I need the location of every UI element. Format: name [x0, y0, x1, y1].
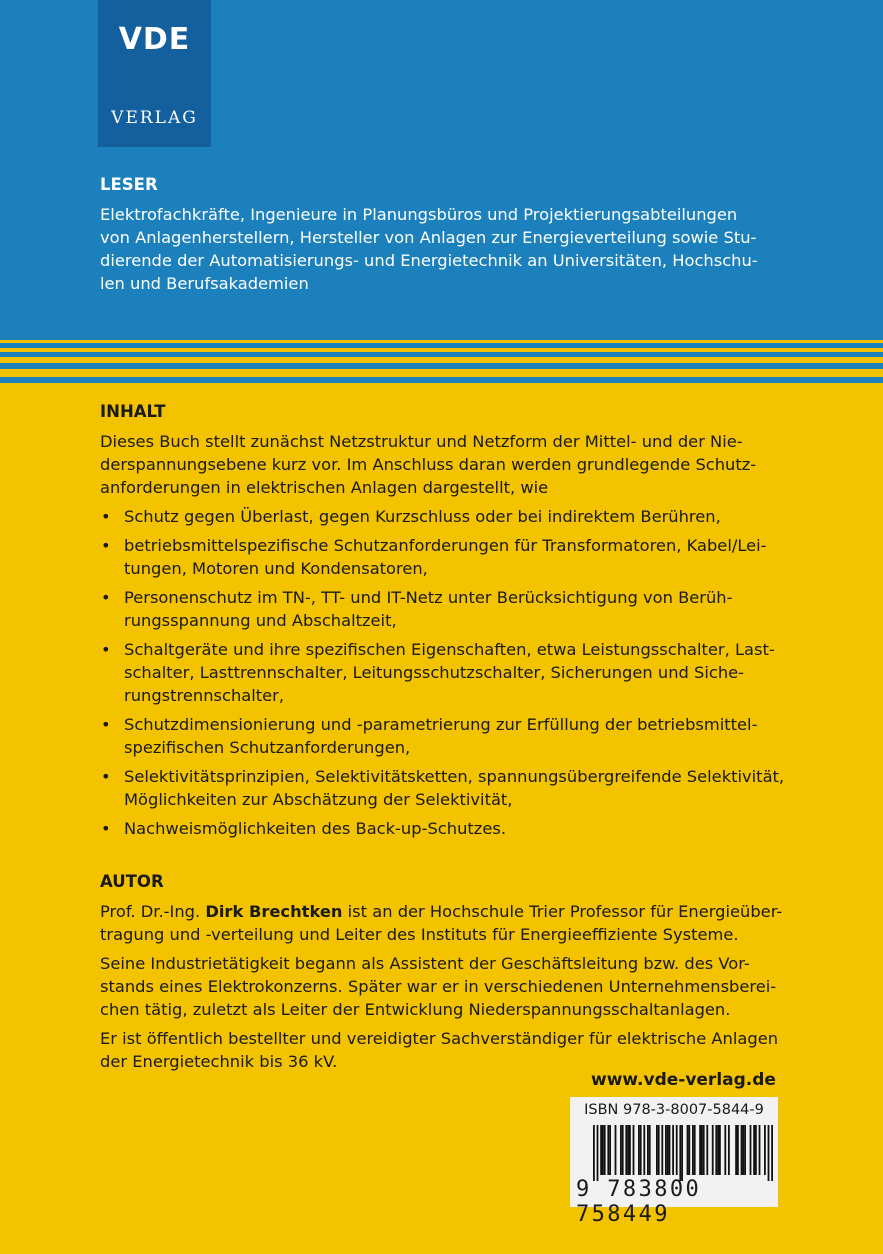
barcode-bar [681, 1125, 683, 1181]
barcode-bar [609, 1125, 611, 1175]
barcode-bar [706, 1125, 708, 1175]
publisher-url[interactable]: www.vde-verlag.de [591, 1070, 776, 1090]
barcode-bar [735, 1125, 737, 1175]
bullet-item [100, 765, 800, 811]
autor-title: Prof. Dr.-Ing. [100, 902, 206, 921]
barcode-bar [656, 1125, 658, 1175]
barcode-bar [604, 1125, 606, 1175]
inhalt-bullet-list [100, 505, 800, 840]
barcode-bar [602, 1125, 604, 1175]
autor-text: tragung und -verteilung und Leiter des Instituts für Energieeffiziente Systeme. [100, 925, 739, 944]
text-line: schalter, Lasttrennschalter, Leitungsschutzschalter, Sicherungen und Siche- [124, 663, 745, 682]
section-autor [100, 870, 800, 1079]
barcode-bar [600, 1125, 602, 1175]
barcode-bar [771, 1125, 773, 1181]
text-line: Er ist öffentlich bestellter und vereidigter Sachverständiger für elektrische Anlagen [100, 1029, 779, 1048]
barcode-bar [744, 1125, 746, 1175]
barcode-bar [768, 1125, 770, 1181]
barcode-bar [728, 1125, 730, 1175]
autor-paragraph-1 [100, 900, 800, 946]
barcode-bar [593, 1125, 595, 1181]
text-line: Elektrofachkräfte, Ingenieure in Planungsbüros und Projektierungsabteilungen [100, 205, 738, 224]
leser-text [100, 203, 800, 295]
barcode-bars [593, 1125, 773, 1181]
barcode-bar [625, 1125, 627, 1175]
inhalt-intro [100, 430, 800, 499]
barcode-digits: 9 783800 758449 [576, 1177, 702, 1227]
text-line: Schutz gegen Überlast, gegen Kurzschluss oder bei indirektem Berühren, [124, 507, 721, 526]
barcode-bar [615, 1125, 617, 1175]
bullet-item [100, 534, 800, 580]
barcode-bar [672, 1125, 674, 1175]
logo-brand: VDE [118, 22, 191, 57]
barcode-bar [715, 1125, 717, 1175]
autor-name: Dirk Brechtken [205, 902, 343, 921]
bullet-icon: • [101, 507, 111, 526]
section-leser [100, 173, 800, 295]
barcode-bar [647, 1125, 649, 1175]
text-line: rungstrennschalter, [124, 686, 285, 705]
barcode-bar [719, 1125, 721, 1175]
autor-text: ist an der Hochschule Trier Professor für Energieüber- [342, 902, 783, 921]
barcode-bar [622, 1125, 624, 1175]
barcode-bar [661, 1125, 663, 1175]
text-line: betriebsmittelspezifische Schutzanforderungen für Transformatoren, Kabel/Lei- [124, 536, 767, 555]
barcode-bar [607, 1125, 609, 1175]
bullet-item [100, 638, 800, 707]
barcode-bar [717, 1125, 719, 1175]
stripe [0, 369, 883, 377]
isbn-barcode [570, 1097, 778, 1227]
text-line: len und Berufsakademien [100, 274, 309, 293]
text-line: Selektivitätsprinzipien, Selektivitätsketten, spannungsübergreifende Selektivität, [124, 767, 785, 786]
barcode-bar [764, 1125, 766, 1175]
barcode-bar [741, 1125, 743, 1175]
barcode-bar [658, 1125, 660, 1175]
bullet-icon: • [101, 640, 111, 659]
barcode-bar [620, 1125, 622, 1175]
barcode-bar [687, 1125, 689, 1175]
barcode-bar [629, 1125, 631, 1175]
barcode-bar [597, 1125, 599, 1181]
leser-heading: LESER [100, 175, 158, 194]
barcode-bar [694, 1125, 696, 1175]
barcode-bar [688, 1125, 690, 1175]
barcode-bar [703, 1125, 705, 1175]
barcode-bar [692, 1125, 694, 1175]
bullet-icon: • [101, 715, 111, 734]
text-line: Schutzdimensionierung und -parametrierung zur Erfüllung der betriebsmittel- [124, 715, 758, 734]
text-line: dierende der Automatisierungs- und Energietechnik an Universitäten, Hochschu- [100, 251, 758, 270]
text-line: Nachweismöglichkeiten des Back-up-Schutzes. [124, 819, 506, 838]
bullet-item [100, 713, 800, 759]
text-line: Möglichkeiten zur Abschätzung der Selektivität, [124, 790, 513, 809]
text-line: anforderungen in elektrischen Anlagen dargestellt, wie [100, 478, 549, 497]
barcode-bar [750, 1125, 752, 1175]
text-line: Dieses Buch stellt zunächst Netzstruktur und Netzform der Mittel- und der Nie- [100, 432, 743, 451]
barcode-bar [699, 1125, 701, 1175]
isbn-text: ISBN 978-3-8007-5844-9 [584, 1102, 764, 1118]
barcode-bar [724, 1125, 726, 1175]
text-line: der Energietechnik bis 36 kV. [100, 1052, 338, 1071]
text-line: Schaltgeräte und ihre spezifischen Eigenschaften, etwa Leistungsschalter, Last- [124, 640, 775, 659]
barcode-bar [737, 1125, 739, 1175]
barcode-bar [643, 1125, 645, 1175]
autor-paragraph-2 [100, 952, 800, 1021]
barcode-bar [627, 1125, 629, 1175]
text-line: spezifischen Schutzanforderungen, [124, 738, 411, 757]
text-line: Seine Industrietätigkeit begann als Assistent der Geschäftsleitung bzw. des Vor- [100, 954, 750, 973]
autor-heading: AUTOR [100, 872, 164, 891]
bullet-icon: • [101, 767, 111, 786]
stripe [0, 377, 883, 383]
logo-sub: VERLAG [111, 108, 198, 128]
barcode-bar [679, 1125, 681, 1181]
bullet-item [100, 505, 800, 528]
vde-verlag-logo [98, 0, 211, 147]
text-line: Personenschutz im TN-, TT- und IT-Netz unter Berücksichtigung von Berüh- [124, 588, 733, 607]
barcode-bar [742, 1125, 744, 1175]
barcode-bar [676, 1125, 678, 1175]
inhalt-heading: INHALT [100, 402, 166, 421]
bullet-icon: • [101, 588, 111, 607]
barcode-bar [633, 1125, 635, 1175]
barcode-bar [640, 1125, 642, 1175]
barcode-bar [753, 1125, 755, 1175]
bullet-icon: • [101, 536, 111, 555]
bullet-icon: • [101, 819, 111, 838]
barcode-bar [701, 1125, 703, 1175]
text-line: stands eines Elektrokonzerns. Später war er in verschiedenen Unternehmensberei- [100, 977, 777, 996]
autor-paragraph-3 [100, 1027, 800, 1073]
barcode-bar [759, 1125, 761, 1175]
text-line: von Anlagenherstellern, Hersteller von Anlagen zur Energieverteilung sowie Stu- [100, 228, 757, 247]
text-line: rungsspannung und Abschaltzeit, [124, 611, 397, 630]
bullet-item [100, 817, 800, 840]
barcode-bar [649, 1125, 651, 1175]
bullet-item [100, 586, 800, 632]
barcode-bar [669, 1125, 671, 1175]
barcode-bar [712, 1125, 714, 1175]
text-line: derspannungsebene kurz vor. Im Anschluss daran werden grundlegende Schutz- [100, 455, 757, 474]
barcode-bar [665, 1125, 667, 1175]
barcode-bar [638, 1125, 640, 1175]
text-line: chen tätig, zuletzt als Leiter der Entwicklung Niederspannungsschaltanlagen. [100, 1000, 731, 1019]
section-inhalt [100, 400, 800, 846]
text-line: tungen, Motoren und Kondensatoren, [124, 559, 428, 578]
barcode-bar [755, 1125, 757, 1175]
barcode-bar [667, 1125, 669, 1175]
